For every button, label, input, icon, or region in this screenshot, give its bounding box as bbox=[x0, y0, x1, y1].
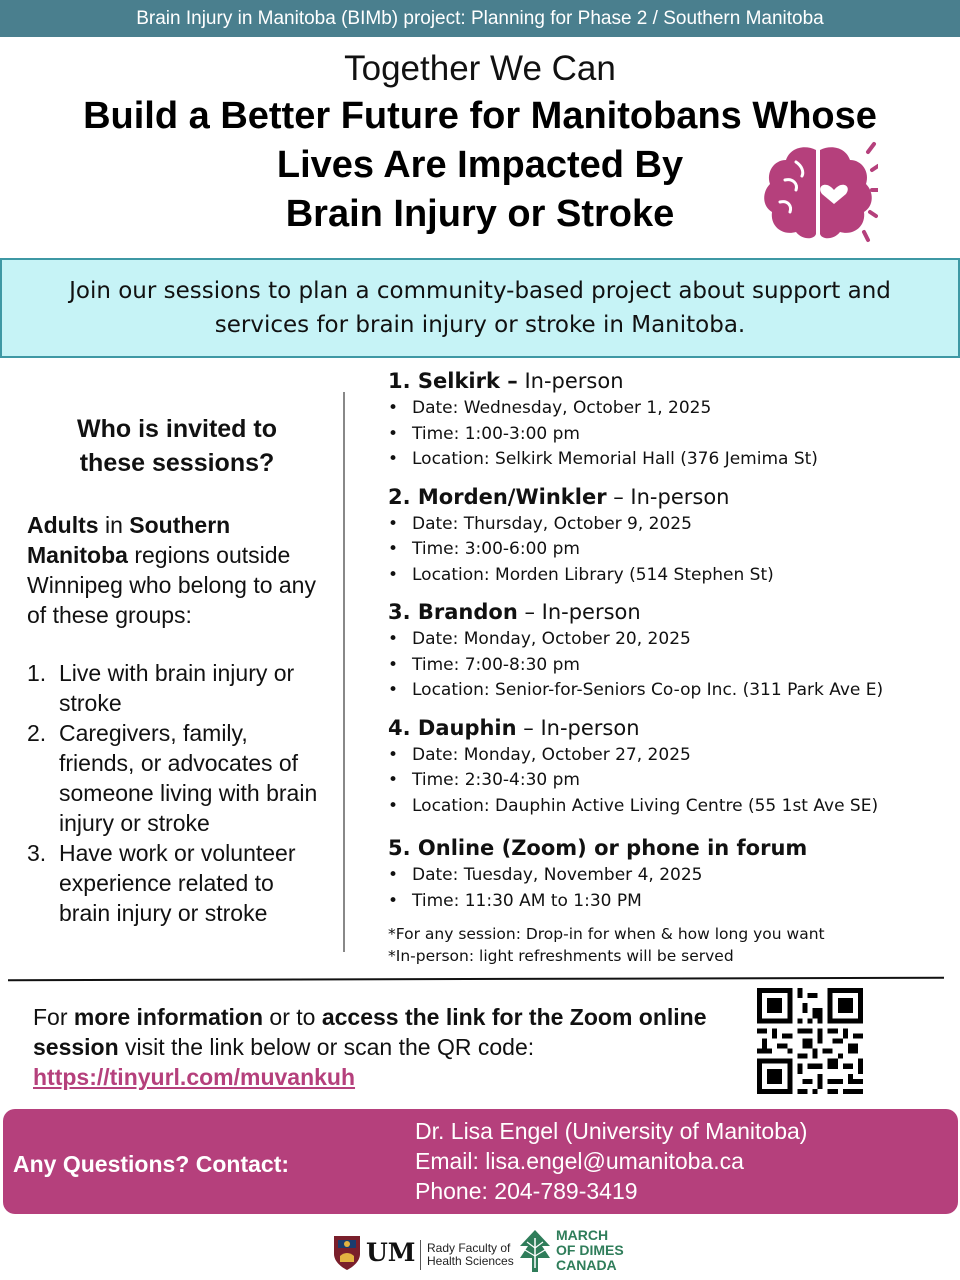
session-title bbox=[388, 482, 948, 512]
um-wordmark: UM bbox=[366, 1238, 416, 1267]
session-notes bbox=[388, 923, 948, 967]
note: *In-person: light refreshments will be served bbox=[388, 947, 734, 965]
section-divider bbox=[8, 977, 944, 981]
contact-name: Dr. Lisa Engel (University of Manitoba) bbox=[415, 1118, 808, 1144]
session-brandon bbox=[388, 597, 948, 704]
university-of-manitoba-logo bbox=[330, 1230, 520, 1274]
intro-text: in bbox=[98, 512, 130, 538]
session-morden-winkler bbox=[388, 482, 948, 589]
adults-label: Adults bbox=[27, 512, 99, 538]
session-time: • Time: 11:30 AM to 1:30 PM bbox=[388, 889, 948, 915]
contact-box bbox=[3, 1109, 958, 1214]
qr-code-icon[interactable] bbox=[757, 988, 863, 1094]
session-title bbox=[388, 597, 948, 627]
session-title bbox=[388, 366, 948, 396]
list-item bbox=[27, 838, 327, 928]
tagline: Together We Can bbox=[344, 49, 616, 88]
info-emphasis: more information bbox=[73, 1004, 264, 1030]
mod-line: OF DIMES bbox=[556, 1242, 624, 1258]
session-location: • Location: Dauphin Active Living Centre (55 1st Ave SE) bbox=[388, 794, 948, 820]
invitation-line: Join our sessions to plan a community-based project about support and bbox=[69, 278, 891, 304]
session-mode: – In-person bbox=[516, 715, 640, 740]
faculty-line: Rady Faculty of bbox=[427, 1241, 511, 1255]
list-item bbox=[27, 658, 327, 718]
info-text: For bbox=[33, 1004, 74, 1030]
headline-line: Brain Injury or Stroke bbox=[285, 193, 675, 235]
list-item bbox=[27, 718, 327, 838]
note: *For any session: Drop-in for when & how long you want bbox=[388, 925, 825, 943]
region-label: Southern Manitoba bbox=[27, 512, 231, 568]
contact-title: Any Questions? Contact: bbox=[13, 1151, 290, 1177]
intro-text: regions outside Winnipeg who belong to any of these groups: bbox=[27, 542, 316, 628]
session-mode: – In-person bbox=[606, 484, 730, 509]
session-mode: In-person bbox=[517, 369, 624, 393]
sessions-list bbox=[388, 366, 948, 967]
session-location: • Location: Senior-for-Seniors Co-op Inc. (311 Park Ave E) bbox=[388, 678, 948, 704]
faculty-name bbox=[427, 1242, 514, 1268]
who-intro bbox=[27, 510, 327, 630]
who-invited-section bbox=[27, 412, 327, 928]
brain-heart-icon bbox=[760, 140, 878, 245]
group-list bbox=[27, 658, 327, 928]
info-emphasis: access the link for the Zoom online session bbox=[33, 1004, 707, 1060]
session-title bbox=[388, 833, 948, 863]
session-date: • Date: Thursday, October 9, 2025 bbox=[388, 512, 948, 538]
invitation-line: services for brain injury or stroke in Manitoba. bbox=[214, 312, 746, 338]
session-time: • Time: 3:00-6:00 pm bbox=[388, 537, 948, 563]
session-name: 2. Morden/Winkler bbox=[388, 484, 607, 509]
headline-line: Lives Are Impacted By bbox=[276, 144, 684, 186]
session-time: • Time: 2:30-4:30 pm bbox=[388, 768, 948, 794]
headline-line: Build a Better Future for Manitobans Whose bbox=[83, 95, 877, 137]
mod-line: CANADA bbox=[556, 1257, 617, 1273]
item-text: Live with brain injury or stroke bbox=[59, 660, 295, 716]
session-name: 4. Dauphin bbox=[388, 715, 517, 740]
session-time: • Time: 1:00-3:00 pm bbox=[388, 422, 948, 448]
info-text: or to bbox=[263, 1004, 322, 1030]
session-dauphin bbox=[388, 713, 948, 820]
march-of-dimes-leaf-icon bbox=[518, 1228, 552, 1274]
top-banner: Brain Injury in Manitoba (BIMb) project: Planning for Phase 2 / Southern Manitoba bbox=[0, 0, 960, 37]
more-info bbox=[33, 1002, 733, 1092]
session-date: • Date: Tuesday, November 4, 2025 bbox=[388, 863, 948, 889]
session-date: • Date: Wednesday, October 1, 2025 bbox=[388, 396, 948, 422]
session-date: • Date: Monday, October 27, 2025 bbox=[388, 743, 948, 769]
who-title-line: Who is invited to bbox=[77, 415, 277, 443]
contact-phone[interactable]: Phone: 204-789-3419 bbox=[415, 1178, 638, 1204]
logo-separator bbox=[420, 1240, 421, 1270]
march-of-dimes-wordmark bbox=[556, 1228, 624, 1273]
um-crest-icon bbox=[332, 1234, 362, 1272]
who-title-line: these sessions? bbox=[79, 449, 275, 477]
contact-details bbox=[415, 1116, 807, 1206]
session-time: • Time: 7:00-8:30 pm bbox=[388, 653, 948, 679]
session-name: 1. Selkirk – bbox=[388, 369, 518, 393]
who-invited-title bbox=[27, 412, 327, 480]
session-location: • Location: Selkirk Memorial Hall (376 Jemima St) bbox=[388, 447, 948, 473]
item-number: 2. bbox=[27, 720, 47, 746]
item-number: 1. bbox=[27, 660, 47, 686]
faculty-line: Health Sciences bbox=[427, 1254, 514, 1268]
session-date: • Date: Monday, October 20, 2025 bbox=[388, 627, 948, 653]
session-name: 3. Brandon bbox=[388, 600, 518, 624]
item-text: Have work or volunteer experience related to brain injury or stroke bbox=[59, 840, 296, 926]
session-online bbox=[388, 833, 948, 914]
column-divider bbox=[343, 392, 345, 952]
invitation-banner bbox=[0, 258, 960, 358]
info-link[interactable]: https://tinyurl.com/muvankuh bbox=[33, 1064, 356, 1090]
item-number: 3. bbox=[27, 840, 47, 866]
item-text: Caregivers, family, friends, or advocates of someone living with brain injury or stroke bbox=[59, 720, 318, 836]
session-selkirk bbox=[388, 366, 948, 473]
session-mode: – In-person bbox=[517, 600, 641, 624]
info-text: visit the link below or scan the QR code: bbox=[118, 1034, 535, 1060]
session-location: • Location: Morden Library (514 Stephen St) bbox=[388, 563, 948, 589]
mod-line: MARCH bbox=[556, 1227, 609, 1243]
contact-email[interactable]: Email: lisa.engel@umanitoba.ca bbox=[415, 1148, 744, 1174]
session-name: 5. Online (Zoom) or phone in forum bbox=[388, 836, 808, 860]
march-of-dimes-logo bbox=[518, 1226, 658, 1276]
session-title bbox=[388, 713, 948, 743]
sponsor-logos bbox=[330, 1226, 650, 1276]
